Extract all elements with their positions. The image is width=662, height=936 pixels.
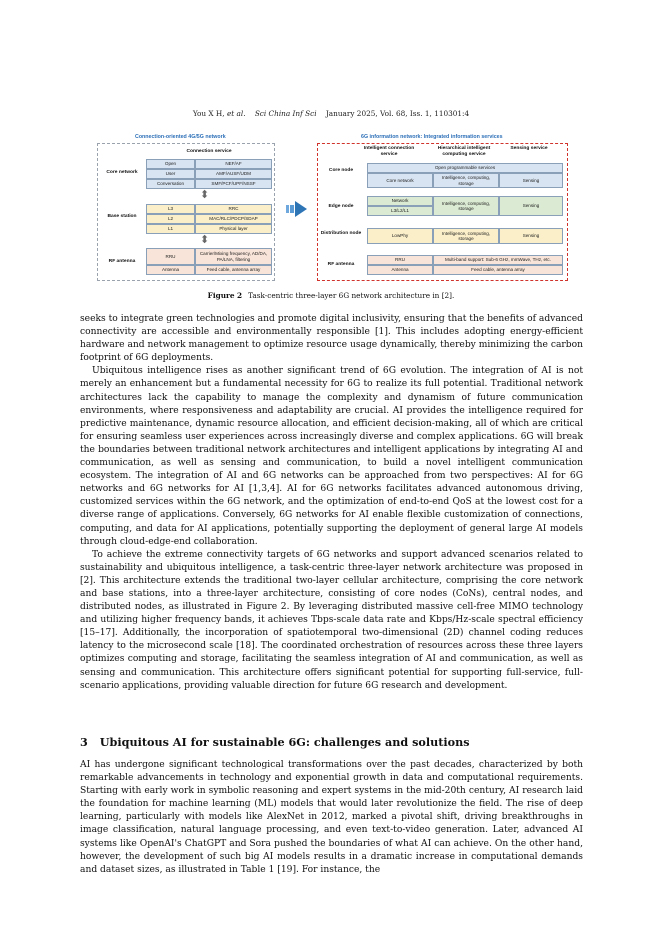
mac-cell: MAC/RLC/PDCP/SDAP [195, 214, 272, 224]
open-services-cell: Open programmable services [367, 163, 563, 173]
dist-ics-cell: Intelligence, computing, storage [433, 228, 499, 244]
connection-service-label: Connection service [186, 149, 232, 154]
right-diagram-title: 6G information network: Integrated information services [361, 134, 503, 140]
l321-cell: L3/L2/L1 [367, 206, 433, 216]
header-authors: You X H, [192, 109, 225, 118]
header-journal: Sci China Inf Sci [254, 109, 317, 118]
caption-text: Task-centric three-layer 6G network architecture in [2]. [248, 291, 455, 300]
left-diagram-title: Connection-oriented 4G/5G network [135, 134, 226, 140]
distribution-node-label: Distribution node [320, 231, 362, 236]
smf-cell: SMF/PCF/UPF/NSSF [195, 179, 272, 189]
amf-cell: AMF/AUSF/UDM [195, 169, 272, 179]
open-cell: Open [146, 159, 195, 169]
carrier-cell: Carrier/Mixing frequency, AD/DA, PA/LNA, filtering [195, 248, 272, 265]
caption-label: Figure 2 [207, 291, 243, 300]
rf-antenna-label: RF antenna [108, 259, 136, 264]
section-number: 3 [80, 735, 88, 749]
core-network-cell: Core network [367, 173, 433, 188]
body-text [80, 313, 583, 693]
right-rf-antenna-label: RF antenna [327, 262, 355, 267]
header-issue: January 2025, Vol. 68, Iss. 1, 110301:4 [325, 109, 470, 118]
section-title: Ubiquitous AI for sustainable 6G: challenges and solutions [99, 735, 470, 749]
paragraph: seeks to integrate green technologies and promote digital inclusivity, ensuring that the benefits of advanced connectivity are accessible and environmentally responsible [1]. This includes adopting energy-efficient hardware and network management to optimize resource usage dynamically, thereby minimizing the carbon footprint of 6G deployments. [80, 314, 583, 364]
user-cell: User [146, 169, 195, 179]
section-heading [80, 735, 482, 749]
nef-cell: NEF/AF [195, 159, 272, 169]
col-connection-header: Intelligent connection service [363, 146, 415, 157]
rru-cell: RRU [146, 248, 195, 265]
network-cell: Network [367, 196, 433, 206]
col-computing-header: Hierarchical intelligent computing service [437, 146, 491, 157]
edge-ics-cell: Intelligence, computing, storage [433, 196, 499, 216]
l2-cell: L2 [146, 214, 195, 224]
right-antenna-cell: Antenna [367, 265, 433, 275]
right-rru-cell: RRU [367, 255, 433, 265]
running-header [0, 109, 662, 118]
header-etal: et al. [226, 109, 246, 118]
figure-2 [91, 131, 571, 281]
core-sensing-cell: Sensing [499, 173, 563, 188]
l3-cell: L3 [146, 204, 195, 214]
physical-layer-cell: Physical layer [195, 224, 272, 234]
multiband-cell: Multi-band support: Sub-6 GHz, mmWave, THz, etc. [433, 255, 563, 265]
paragraph: AI has undergone significant technological transformations over the past decades, characterized by both remarkable advancements in technology and exponential growth in data and computational requirements. Starting with early work in symbolic reasoning and expert systems in the mid-20th century, AI research laid the foundation for machine learning (ML) models that would later revolutionize the field. The rise of deep learning, particularly with models like AlexNet in 2012, marked a pivotal shift, driving breakthroughs in image classification, natural language processing, and even text-to-video generation. Later, advanced AI systems like OpenAI's ChatGPT and Sora pushed the boundaries of what AI can achieve. On the other hand, however, the development of such big AI models results in a dramatic increase in computational demands and dataset sizes, as illustrated in Table 1 [19]. For instance, the [80, 760, 583, 875]
edge-node-label: Edge node [328, 204, 354, 209]
edge-sensing-cell: Sensing [499, 196, 563, 216]
right-arrow-icon [286, 201, 308, 217]
double-arrow-icon: ⬍ [200, 189, 210, 201]
paragraph: Ubiquitous intelligence rises as another significant trend of 6G evolution. The integration of AI is not merely an enhancement but a fundamental necessity for 6G to realize its full potential. Traditional network architectures lack the capability to manage the complexity and dynamism of future communication environments, where responsiveness and adaptability are crucial. AI provides the intelligence required for predictive maintenance, dynamic resource allocation, and efficient decision-making, all of which are critical for ensuring seamless user experiences across increasingly diverse and complex applications. 6G will break the boundaries between traditional network architectures and intelligent applications by integrating AI and communication, as well as sensing and communication, to build a novel intelligent communication ecosystem. The integration of AI and 6G networks can be approached from two perspectives: AI for 6G networks and 6G networks for AI [1,3,4]. AI for 6G networks facilitates advanced autonomous driving, customized services within the 6G network, and the optimization of end-to-end QoS at the lowest cost for a diverse range of applications. Conversely, 6G networks for AI enable flexible customization of connections, computing, and data for AI applications, potentially supporting the deployment of general large AI models through cloud-edge-end collaboration. [80, 366, 583, 547]
antenna-cell: Antenna [146, 265, 195, 275]
figure-caption [0, 291, 662, 300]
dist-sensing-cell: Sensing [499, 228, 563, 244]
conversation-cell: Conversation [146, 179, 195, 189]
paragraph: To achieve the extreme connectivity targets of 6G networks and support advanced scenarios related to sustainability and ubiquitous intelligence, a task-centric three-layer network architecture was proposed in [2]. This architecture extends the traditional two-layer cellular architecture, comprising the core network and base stations, into a three-layer architecture, consisting of core nodes (CoNs), central nodes, and distributed nodes, as illustrated in Figure 2. By leveraging distributed massive cell-free MIMO technology and utilizing higher frequency bands, it achieves Tbps-scale data rate and Kbps/Hz-scale spectral efficiency [15–17]. Additionally, the incorporation of spatiotemporal two-dimensional (2D) channel coding reduces latency to the microsecond scale [18]. The coordinated orchestration of resources across these three layers optimizes computing and storage, facilitating the seamless integration of AI and communication, as well as sensing and communication. This architecture offers significant potential for supporting full-service, full-scenario applications, providing valuable direction for future 6G research and development. [80, 549, 583, 691]
lowphy-cell: LowPhy [367, 228, 433, 244]
core-network-label: Core network [106, 170, 138, 175]
core-ics-cell: Intelligence, computing, storage [433, 173, 499, 188]
feed-cable-cell: Feed cable, antenna array [195, 265, 272, 275]
col-sensing-header: Sensing service [510, 146, 548, 151]
right-feed-cell: Feed cable, antenna array [433, 265, 563, 275]
rrc-cell: RRC [195, 204, 272, 214]
core-node-label: Core node [328, 168, 354, 173]
base-station-label: Base station [107, 214, 137, 219]
l1-cell: L1 [146, 224, 195, 234]
double-arrow-icon: ⬍ [200, 234, 210, 246]
section-body [80, 759, 583, 877]
